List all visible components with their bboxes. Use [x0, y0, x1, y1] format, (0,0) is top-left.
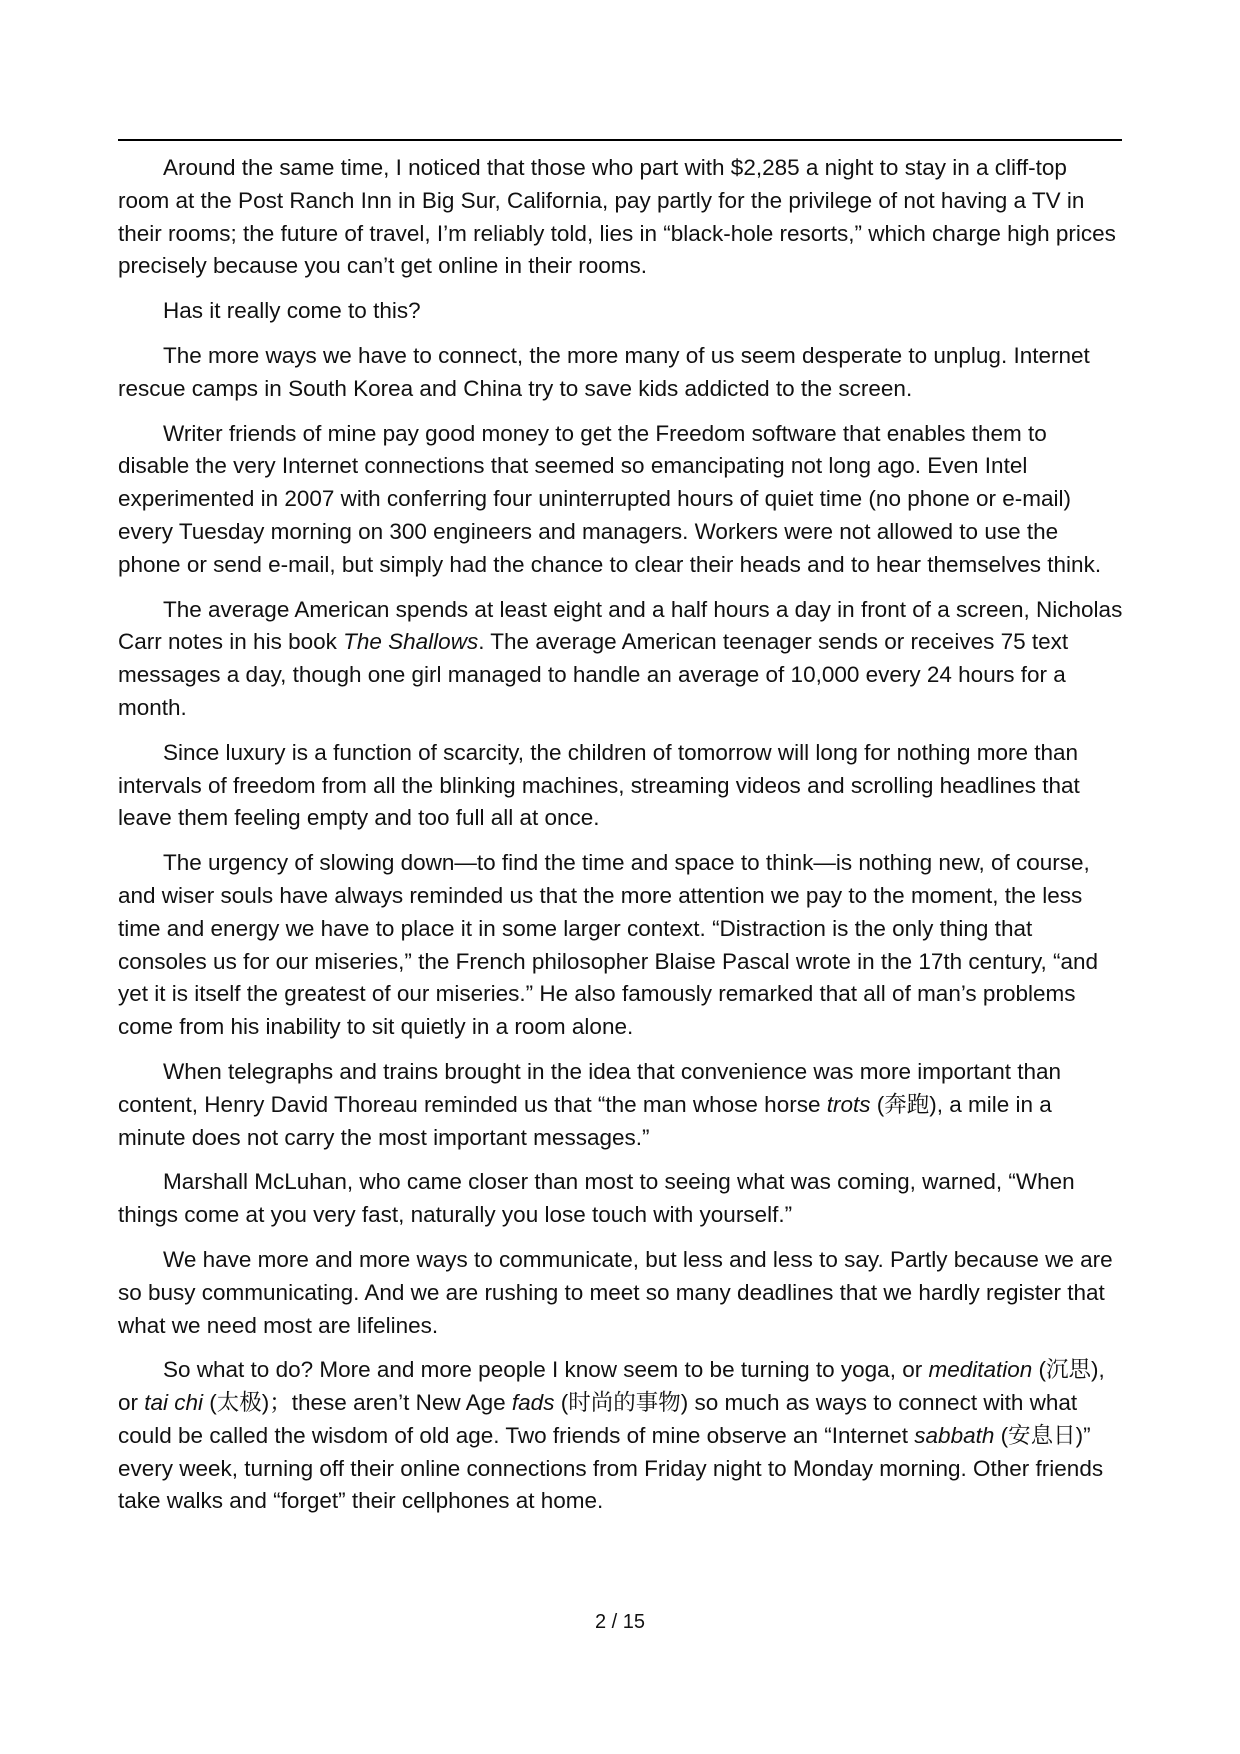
text-run: So what to do? More and more people I know seem to be turning to yoga, or — [163, 1357, 929, 1383]
article-body — [118, 152, 1124, 1530]
paragraph — [118, 737, 1124, 835]
page-number: 2 / 15 — [594, 1611, 646, 1633]
paragraph — [118, 594, 1124, 725]
text-run: (太极)；these aren’t New Age — [203, 1390, 512, 1416]
text-run: The average American spends at least eight and a half hours a day in front of a screen, Nicholas Carr notes in his book — [118, 596, 1123, 655]
paragraph — [118, 340, 1124, 406]
header-rule — [118, 139, 1122, 141]
paragraph — [118, 1166, 1124, 1232]
text-run: When telegraphs and trains brought in the idea that convenience was more important than content, Henry David Thoreau reminded us that “the man whose horse — [118, 1058, 1062, 1117]
italic-term: tai chi — [144, 1390, 204, 1416]
text-run: (安息日)” every week, turning off their online connections from Friday night to Monday morning. Other friends take walks and “forget” their cellphones at home. — [118, 1422, 1104, 1514]
italic-term: trots — [826, 1091, 871, 1117]
paragraph — [118, 1244, 1124, 1342]
paragraph — [118, 847, 1124, 1044]
text-run: (奔跑), a mile in a minute does not carry the most important messages.” — [118, 1091, 1052, 1150]
text-run: (沉思), or — [118, 1357, 1105, 1416]
paragraph — [118, 418, 1124, 582]
italic-term: sabbath — [914, 1422, 995, 1448]
paragraph — [118, 1354, 1124, 1518]
text-run: We have more and more ways to communicate, but less and less to say. Partly because we are so busy communicating. And we are rushing to meet so many deadlines that we hardly register that what we need most are lifelines. — [118, 1246, 1113, 1338]
italic-term: fads — [511, 1390, 555, 1416]
text-run: Around the same time, I noticed that those who part with $2,285 a night to stay in a cliff-top room at the Post Ranch Inn in Big Sur, California, pay partly for the privilege of not having a TV in their rooms; the future of travel, I’m reliably told, lies in “black-hole resorts,” which charge high prices precisely because you can’t get online in their rooms. — [118, 155, 1116, 279]
text-run: Writer friends of mine pay good money to get the Freedom software that enables them to disable the very Internet connections that seemed so emancipating not long ago. Even Intel experimented in 2007 with conferring four uninterrupted hours of quiet time (no phone or e-mail) every Tuesday morning on 300 engineers and managers. Workers were not allowed to use the phone or send e-mail, but simply had the chance to clear their heads and to hear themselves think. — [118, 420, 1102, 577]
paragraph — [118, 152, 1124, 283]
text-run: (时尚的事物) so much as ways to connect with what could be called the wisdom of old age. Two friends of mine observe an “Internet — [118, 1390, 1078, 1448]
italic-term: The Shallows — [343, 629, 479, 655]
text-run: The urgency of slowing down—to find the time and space to think—is nothing new, of course, and wiser souls have always reminded us that the more attention we pay to the moment, the less time and energy we have to place it in some larger context. “Distraction is the only thing that consoles us for our miseries,” the French philosopher Blaise Pascal wrote in the 17th century, “and yet it is itself the greatest of our miseries.” He also famously remarked that all of man’s problems come from his inability to sit quietly in a room alone. — [118, 850, 1099, 1040]
italic-term: meditation — [928, 1357, 1033, 1383]
text-run: Has it really come to this? — [163, 298, 421, 324]
text-run: . The average American teenager sends or receives 75 text messages a day, though one girl managed to handle an average of 10,000 every 24 hours for a month. — [118, 629, 1069, 720]
text-run: Marshall McLuhan, who came closer than most to seeing what was coming, warned, “When things come at you very fast, naturally you lose touch with yourself.” — [118, 1169, 1075, 1228]
text-run: The more ways we have to connect, the more many of us seem desperate to unplug. Internet rescue camps in South Korea and China try to save kids addicted to the screen. — [118, 342, 1090, 401]
text-run: Since luxury is a function of scarcity, the children of tomorrow will long for nothing more than intervals of freedom from all the blinking machines, streaming videos and scrolling headlines that leave them feeling empty and too full all at once. — [118, 739, 1080, 831]
paragraph — [118, 295, 1124, 328]
paragraph — [118, 1056, 1124, 1154]
